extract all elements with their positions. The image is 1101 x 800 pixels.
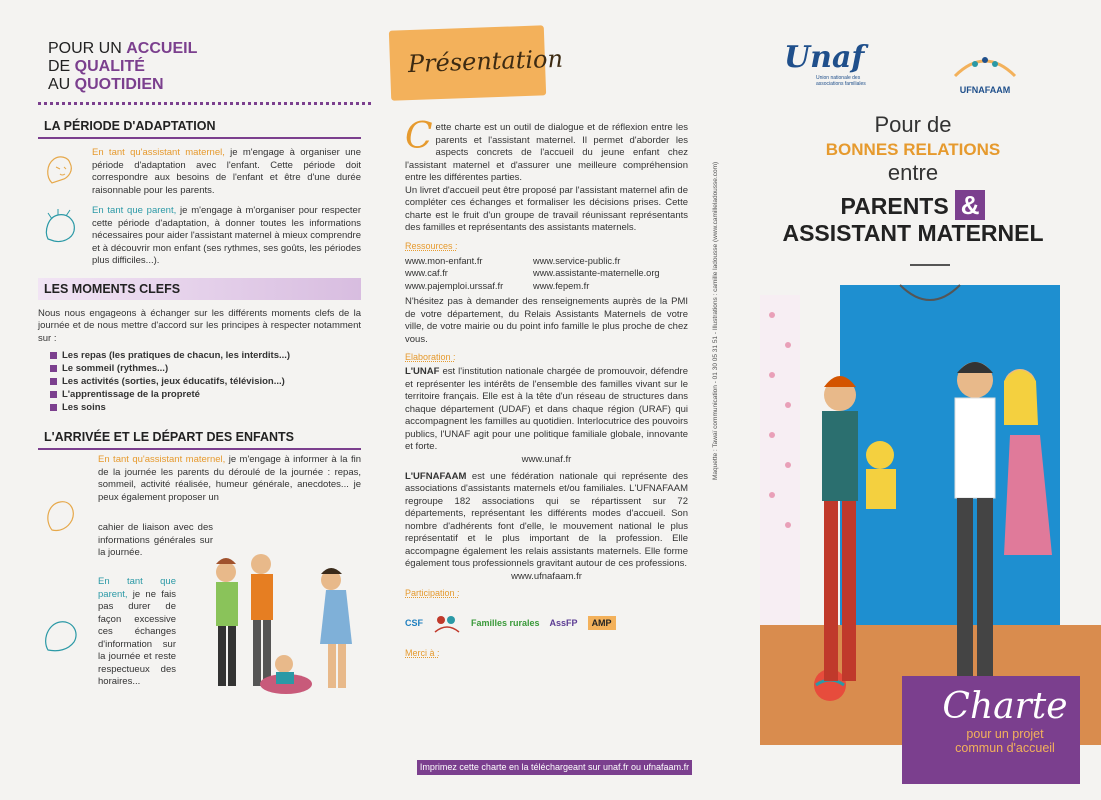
csf-logo: CSF: [405, 617, 423, 628]
ufnafaam-sun-icon: [945, 50, 1025, 80]
link[interactable]: www.fepem.fr: [533, 280, 590, 291]
section-title-adaptation: LA PÉRIODE D'ADAPTATION: [38, 115, 361, 139]
link[interactable]: www.service-public.fr: [533, 255, 621, 266]
adaptation-assistant: En tant qu'assistant maternel, je m'engage à organiser une période d'adaptation avec l'enfant. Cette période doit correspondre aux besoins de l'enfant et être d'une durée raisonnable pour les parents.: [38, 147, 361, 197]
ufnafaam-logo: UFNAFAAM: [945, 50, 1025, 95]
list-item: Le sommeil (rythmes...): [50, 362, 361, 375]
link[interactable]: www.caf.fr: [405, 268, 448, 278]
elaboration-label: Elaboration :: [405, 352, 456, 362]
unaf-url[interactable]: www.unaf.fr: [521, 453, 572, 465]
presentation-body: Cette charte est un outil de dialogue et de réflexion entre les parents et l'assistant maternel. Il permet d'aborder les aspects concrets de l'accueil du jeune enfant chez l'assistant maternel et d'assurer une meilleure compréhension entre les différentes parties. Un livret d'accueil peut être proposé par l'assistant maternel afin de compléter ces échanges et formaliser les décisions prises. Cette charte est le fruit d'un groupe de travail réunissant représentants des familles et représentants des assistants maternels. Ressources : www.mon-enfant.fr www.service-public.fr www.caf.fr www.assistante-maternelle.org www.pajemploi.urssaf.fr www.fepem.fr N'hésitez pas à demander des renseignements auprès de la PMI de votre département, du Relais Assistants Maternels de votre ville, de votre mairie ou du point info famille le plus proche de chez vous. Elaboration : L'UNAF est l'institution nationale chargée de promouvoir, défendre et représenter les intérêts de l'ensemble des familles vivant sur le territoire français. Elle est à la tête d'un réseau de structures dans chaque département (UDAF) et dans chaque région (URAF) qui accompagnent les familles au quotidien. Interlocutrice des pouvoirs publics, l'UNAF agit pour une politique familiale globale, innovante et forte. www.unaf.fr L'UFNAFAAM est une fédération nationale qui représente des associations d'assistants maternels et/ou familiales. L'UFNAFAAM regroupe 182 associations qui se répartissent sur 72 départements, représentant les différents modes d'accueil. Son nombre d'adhérents font d'elle, le mouvement national le plus représentatif et le plus important de la profession. Elle accompagne également les relais assistants maternels. Elle forme également tous professionnels gravitant autour de ces professions. www.ufnafaam.fr Participation : CSF Familles rurales AssFP AMP Merci à :: [405, 116, 688, 658]
ressources-label: Ressources :: [405, 240, 458, 251]
list-item: Les activités (sorties, jeux éducatifs, télévision...): [50, 375, 361, 388]
cover-title: Pour de BONNES RELATIONS entre PARENTS & ASSISTANT MATERNEL: [782, 112, 1044, 246]
amp-logo: AMP: [588, 616, 616, 630]
assfp-logo: AssFP: [549, 617, 578, 628]
list-item: Les repas (les pratiques de chacun, les interdits...): [50, 349, 361, 362]
left-panel: [0, 0, 385, 800]
headline: POUR UN ACCUEIL DE QUALITÉ AU QUOTIDIEN: [48, 40, 198, 93]
assistant-sketch-icon: [38, 147, 86, 191]
arrivee-block: En tant qu'assistant maternel, je m'engage à informer à la fin de la journée les parents du déroulé de la journée : repas, sommeil, activité réalisée, humeur générale, anecdotes... je peux également proposer un cahier de liaison avec des informations générales sur la journée. En tant que parent, je ne fais pas durer de façon excessive ces échanges d'information sur la journée et reste respectueux des horaires...: [38, 450, 361, 705]
partner-logos: [405, 604, 688, 642]
right-panel: [720, 0, 1101, 800]
ressources-links: [405, 255, 688, 293]
list-item: Les soins: [50, 401, 361, 414]
parent-sketch-icon: [38, 610, 88, 660]
link[interactable]: www.mon-enfant.fr: [405, 255, 483, 266]
ufnafaam-url[interactable]: www.ufnafaam.fr: [511, 570, 582, 582]
assistant-sketch-icon: [38, 490, 88, 540]
credit-line: Maquette : Tawaï communication - 01 30 05 31 51 - Illustrations : camille ladousse (www.camilleladousse.com): [712, 161, 719, 480]
list-item: L'apprentissage de la propreté: [50, 388, 361, 401]
charte-badge: Charte pour un projet commun d'accueil: [902, 676, 1080, 784]
parent-sketch-icon: [38, 205, 86, 249]
family-illustration: [186, 534, 366, 714]
merci-label: Merci à :: [405, 647, 440, 658]
unaf-logo: Unaf Union nationale des associations familiales: [784, 40, 866, 87]
middle-panel: [385, 0, 710, 800]
presentation-tag: Présentation: [389, 25, 546, 100]
section-title-arrivee: L'ARRIVÉE ET LE DÉPART DES ENFANTS: [38, 426, 361, 450]
participation-label: Participation :: [405, 587, 460, 598]
link[interactable]: www.pajemploi.urssaf.fr: [405, 280, 504, 291]
section-title-moments: LES MOMENTS CLEFS: [38, 278, 361, 300]
link[interactable]: www.assistante-maternelle.org: [533, 268, 660, 278]
moments-intro: Nous nous engageons à échanger sur les différents moments clefs de la journée et de nous mettre d'accord sur les principes à respecter notamment sur :: [38, 307, 361, 344]
familles-rurales-logo: Familles rurales: [471, 617, 540, 628]
moments-list: [50, 349, 361, 414]
print-note: Imprimez cette charte en la téléchargeant sur unaf.fr ou ufnafaam.fr: [417, 760, 692, 775]
dotted-divider: [38, 102, 371, 105]
partner-figures-logo: [433, 612, 461, 634]
adaptation-parent: En tant que parent, je m'engage à m'organiser pour respecter cette période d'adaptation, à donner toutes les informations nécessaires pour aider l'assistant maternel à mieux comprendre et à découvrir mon enfant (ses rythmes, ses goûts, les périodes plus difficiles...).: [38, 205, 361, 268]
